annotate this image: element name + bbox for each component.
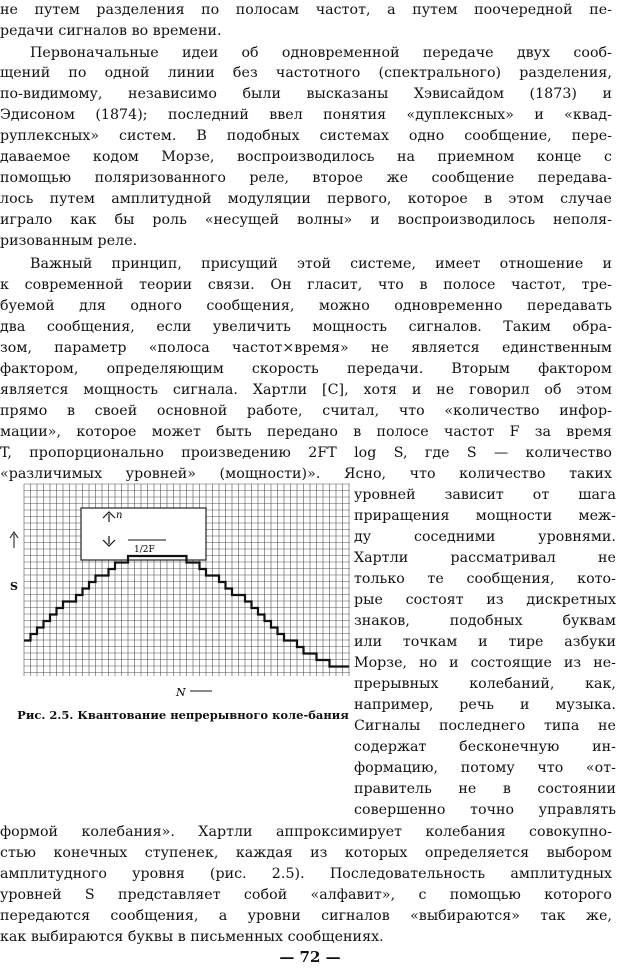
text-line: Первоначальные идеи об одновременной передаче двух сооб- [30, 45, 612, 61]
text-line: Эдисоном (1874); последний ввел понятия «дуплексных» и «квад- [0, 107, 612, 123]
text-line: формой колебания». Хартли аппроксимирует колебания совокупно- [0, 824, 612, 840]
text-line: приращения мощности меж- [354, 508, 616, 524]
text-line: только те сообщения, кото- [354, 571, 616, 587]
text-line: правитель не в состоянии [354, 781, 616, 797]
label-n: n [116, 510, 123, 521]
text-line: уровней S представляет собой «алфавит», с помощью которого [0, 887, 612, 903]
text-line: два сообщения, если увеличить мощность сигналов. Таким обра- [0, 319, 612, 335]
text-line: «различимых уровней» (мощности)». Ясно, что количество таких [0, 466, 612, 482]
text-line: Хартли рассматривал не [354, 550, 616, 566]
text-line: знаков, подобных буквам [354, 613, 616, 629]
text-line: даваемое кодом Морзе, воспроизводилось на приемном конце с [0, 149, 612, 165]
text-line: является мощность сигнала. Хартли [С], хотя и не говорил об этом [0, 382, 612, 398]
text-line: зом, параметр «полоса частот×время» не является единственным [0, 340, 612, 356]
s-arrow-icon [10, 532, 18, 548]
axis-label-n: N [176, 686, 186, 699]
axis-label-s: S [10, 580, 18, 593]
text-line: уровней зависит от шага [354, 487, 616, 503]
text-line: или точкам и тире азбуки [354, 634, 616, 650]
text-line: рые состоят из дискретных [354, 592, 616, 608]
text-line: например, речь и музыка. [354, 697, 616, 713]
text-line: щений по одной линии без частотного (спектрального) разделения, [0, 65, 612, 81]
text-line: T, пропорционально произведению 2FT log S, где S — количество [0, 445, 612, 461]
text-line: Морзе, но и состоящие из не- [354, 655, 616, 671]
text-line: амплитудного уровня (рис. 2.5). Последовательность амплитудных [0, 866, 612, 882]
text-line: совершенно точно управлять [354, 802, 616, 818]
text-line: передаются сообщения, а уровни сигналов «выбираются» так же, [0, 908, 612, 924]
text-line: стью конечных ступенек, каждая из которых определяется выбором [0, 845, 612, 861]
text-line: лось путем амплитудной модуляции первого, которое в этом случае [0, 191, 612, 207]
text-line: прямо в своей основной работе, считал, что «количество инфор- [0, 403, 612, 419]
text-line: помощью поляризованного реле, второе же сообщение передава- [0, 170, 612, 186]
text-line: руплексных» систем. В подобных системах одно сообщение, пере- [0, 128, 612, 144]
text-line: по-видимому, независимо были высказаны Хэвисайдом (1873) и [0, 86, 612, 102]
text-line: мации», которое может быть передано в полосе частот F за время [0, 424, 612, 440]
text-line: буемой для одного сообщения, можно одновременно передавать [0, 298, 612, 314]
caption-text: Рис. 2.5. Квантование непрерывного коле-бания [17, 708, 349, 722]
text-line: не путем разделения по полосам частот, а путем поочередной пе- [0, 2, 612, 18]
label-half-period: 1/2F [134, 545, 155, 555]
text-line: Важный принцип, присущий этой системе, имеет отношение и [30, 256, 612, 272]
text-line: содержат бесконечную ин- [354, 739, 616, 755]
text-line: к современной теории связи. Он гласит, что в полосе частот, тре- [0, 277, 612, 293]
text-line: прерывных колебаний, как, [354, 676, 616, 692]
text-line: Сигналы последнего типа не [354, 718, 616, 734]
text-line: играло как бы роль «несущей волны» и воспроизводилось неполя- [0, 212, 612, 228]
text-line: редачи сигналов во времени. [0, 23, 222, 39]
text-line: фактором, определяющим скорость передачи. Вторым фактором [0, 361, 612, 377]
figure-caption [16, 708, 350, 723]
quantization-figure [6, 478, 354, 700]
page-number: — 72 — [279, 948, 341, 966]
text-line: как выбираются буквы в письменных сообщениях. [0, 929, 384, 945]
text-line: формацию, потому что «от- [354, 760, 616, 776]
text-line: ризованным реле. [0, 233, 138, 249]
text-line: ду соседними уровнями. [354, 529, 616, 545]
